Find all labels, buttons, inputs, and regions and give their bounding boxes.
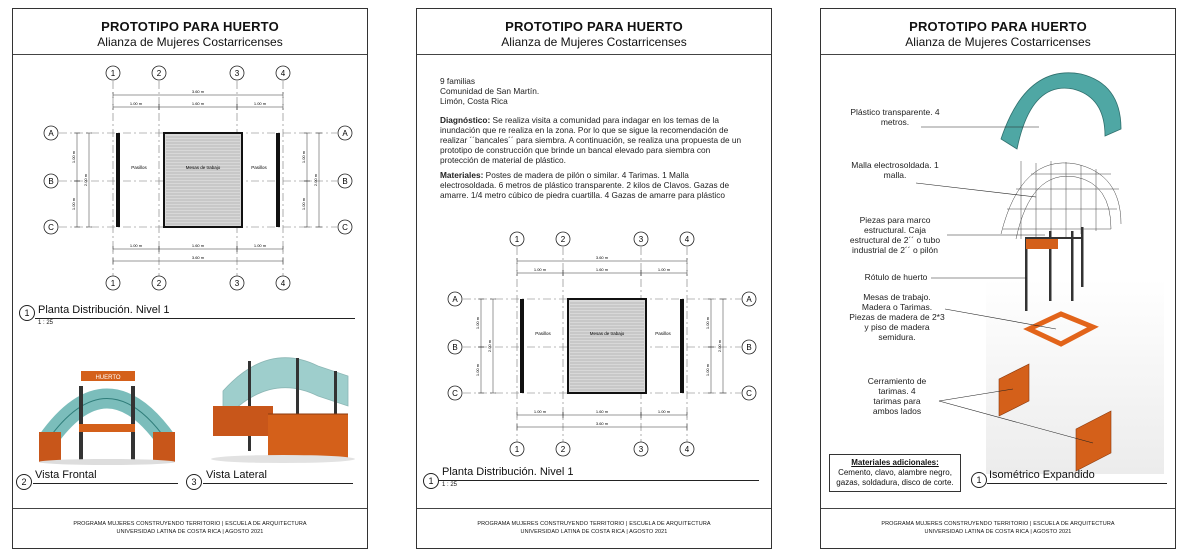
front-view-render (37, 366, 177, 466)
floor-plan-drawing (425, 227, 765, 457)
view-scale: 1 : 25 (38, 320, 54, 326)
grid-bubble-label: 3 (638, 445, 644, 454)
dimension-label: 2.00 m (83, 173, 88, 187)
dimension-label: 1.00 m (129, 243, 143, 248)
dimension-label: 2.00 m (487, 339, 492, 353)
table-label: Mesas de trabajo (185, 165, 221, 170)
view-number-badge: 1 (423, 473, 439, 489)
grid-bubble-label: 3 (638, 235, 644, 244)
view-number-badge: 3 (186, 474, 202, 490)
grid-bubble-label: 1 (514, 235, 520, 244)
caption-rule (439, 480, 759, 481)
aisle-label: Pasillos (131, 165, 147, 170)
grid-bubble-label: A (452, 295, 458, 304)
view-title: Vista Frontal (35, 469, 97, 481)
grid-bubble-label: 3 (234, 279, 240, 288)
additional-materials-title: Materiales adicionales: (851, 458, 939, 467)
grid-bubble-label: 1 (110, 69, 116, 78)
grid-bubble-label: A (342, 129, 348, 138)
wall-panel-right (1076, 411, 1111, 471)
dimension-label: 1.00 m (705, 316, 710, 330)
aisle-label: Pasillos (251, 165, 267, 170)
grid-bubble-label: 2 (560, 445, 566, 454)
view-title: Vista Lateral (206, 469, 267, 481)
plastic-cover (1001, 73, 1121, 149)
grid-bubble-label: 2 (156, 69, 162, 78)
callout-frame-pieces: Piezas para marco estructural. Caja estructural de 2´´ o tubo industrial de 2´´ o pilón (849, 215, 941, 255)
footer-line-2: UNIVERSIDAD LATINA DE COSTA RICA | AGOSTO 2021 (116, 529, 264, 535)
diagnostic-label: Diagnóstico: (440, 115, 491, 125)
view-number-badge: 1 (19, 305, 35, 321)
dimension-label: 1.00 m (475, 316, 480, 330)
wall-right (276, 133, 280, 227)
sign-board (1026, 239, 1058, 249)
grid-bubble-label: 4 (280, 69, 286, 78)
sheet-subtitle: Alianza de Mujeres Costarricenses (501, 35, 687, 49)
grid-bubble-label: C (746, 389, 752, 398)
diagnostic-text: protección de material de plástico. (440, 155, 566, 165)
location-line: Comunidad de San Martín. (440, 86, 540, 96)
grid-bubble-label: B (746, 343, 752, 352)
dimension-label: 1.00 m (657, 267, 671, 272)
dimension-label: 1.00 m (705, 363, 710, 377)
sheet-3 (820, 8, 1176, 549)
sheet-title: PROTOTIPO PARA HUERTO (505, 19, 683, 34)
materials-text: amarre. 1/4 metro cúbico de piedra cuartilla. 4 Gazas de amarre para plástico (440, 190, 725, 200)
side-view-render (208, 346, 358, 466)
grid-bubble-label: C (48, 223, 54, 232)
dimension-label: 1.00 m (71, 197, 76, 211)
dimension-label: 3.60 m (595, 255, 609, 260)
diagnostic-text: prototipo de construcción que brinde un bancal elevado para siembra con (440, 145, 711, 155)
dimension-label: 1.00 m (533, 267, 547, 272)
grid-bubble-label: A (746, 295, 752, 304)
title-rule (13, 54, 367, 55)
sign-text: HUERTO (95, 375, 121, 381)
grid-bubble-label: 2 (156, 279, 162, 288)
additional-materials-line: gazas, soldadura, disco de corte. (836, 478, 954, 487)
callout-tables: Mesas de trabajo. Madera o Tarimas. Piezas de madera de 2*3 y piso de madera semidura. (849, 292, 945, 342)
dimension-label: 1.00 m (533, 409, 547, 414)
dimension-label: 3.60 m (191, 89, 205, 94)
materials-text: electrosoldada. 6 metros de plástico transparente. 2 kilos de Clavos. Gazas de (440, 180, 730, 190)
dimension-label: 1.00 m (253, 243, 267, 248)
materials-paragraph (440, 170, 770, 200)
wall-right (680, 299, 684, 393)
footer-line-1: PROGRAMA MUJERES CONSTRUYENDO TERRITORIO | ESCUELA DE ARQUITECTURA (477, 521, 711, 527)
work-table (568, 299, 646, 393)
sheet-title: PROTOTIPO PARA HUERTO (101, 19, 279, 34)
dimension-label: 2.00 m (313, 173, 318, 187)
dimension-label: 1.00 m (475, 363, 480, 377)
floor-plan-drawing (21, 61, 361, 291)
grid-bubble-label: A (48, 129, 54, 138)
dimension-label: 1.00 m (253, 101, 267, 106)
dimension-label: 3.60 m (191, 255, 205, 260)
footer-line-2: UNIVERSIDAD LATINA DE COSTA RICA | AGOSTO 2021 (520, 529, 668, 535)
view-number-badge: 1 (971, 472, 987, 488)
dimension-label: 1.00 m (301, 150, 306, 164)
sheet-subtitle: Alianza de Mujeres Costarricenses (905, 35, 1091, 49)
footer-line-1: PROGRAMA MUJERES CONSTRUYENDO TERRITORIO | ESCUELA DE ARQUITECTURA (881, 521, 1115, 527)
wall-left (520, 299, 524, 393)
caption-rule (33, 483, 178, 484)
dimension-label: 1.60 m (595, 267, 609, 272)
materials-label: Materiales: (440, 170, 484, 180)
dimension-label: 3.60 m (595, 421, 609, 426)
callout-enclosure: Cerramiento de tarimas. 4 tarimas para ambos lados (867, 376, 927, 416)
view-title: Planta Distribución. Nivel 1 (442, 466, 574, 478)
grid-bubble-label: 4 (684, 235, 690, 244)
sheet-subtitle: Alianza de Mujeres Costarricenses (97, 35, 283, 49)
grid-bubble-label: B (342, 177, 348, 186)
view-scale: 1 : 25 (442, 482, 458, 488)
title-rule (821, 54, 1175, 55)
location-line: Limón, Costa Rica (440, 96, 508, 106)
wall-left (116, 133, 120, 227)
sheet-1 (12, 8, 368, 549)
grid-bubble-label: 4 (280, 279, 286, 288)
view-title: Planta Distribución. Nivel 1 (38, 304, 170, 316)
dimension-label: 1.60 m (595, 409, 609, 414)
callout-sign: Rótulo de huerto (864, 272, 928, 282)
diagnostic-text: Se realiza visita a comunidad para indagar en los temas de la (490, 115, 720, 125)
title-rule (417, 54, 771, 55)
diagnostic-paragraph (440, 115, 770, 165)
grid-bubble-label: 3 (234, 69, 240, 78)
wall-panel-left (999, 364, 1029, 416)
location-line: 9 familias (440, 76, 476, 86)
view-number-badge: 2 (16, 474, 32, 490)
dimension-label: 1.00 m (129, 101, 143, 106)
mesh-arch (1001, 161, 1121, 239)
grid-bubble-label: 2 (560, 235, 566, 244)
footer-rule (821, 508, 1175, 509)
caption-rule (35, 318, 355, 319)
footer-rule (417, 508, 771, 509)
footer-line-2: UNIVERSIDAD LATINA DE COSTA RICA | AGOSTO 2021 (924, 529, 1072, 535)
dimension-label: 1.60 m (191, 101, 205, 106)
sheet-2 (416, 8, 772, 549)
additional-materials-box (829, 454, 961, 492)
view-title: Isométrico Expandido (989, 469, 1095, 481)
dimension-label: 1.00 m (301, 197, 306, 211)
dimension-label: 2.00 m (717, 339, 722, 353)
additional-materials-line: Cemento, clavo, alambre negro, (838, 468, 952, 477)
diagnostic-text: inundación que re realiza en la zona. Por lo que se sigue la recomendación de (440, 125, 729, 135)
grid-bubble-label: B (452, 343, 458, 352)
sheet-title: PROTOTIPO PARA HUERTO (909, 19, 1087, 34)
grid-bubble-label: C (342, 223, 348, 232)
table-label: Mesas de trabajo (589, 331, 625, 336)
grid-bubble-label: 1 (514, 445, 520, 454)
caption-rule (987, 483, 1167, 484)
dimension-label: 1.00 m (657, 409, 671, 414)
grid-bubble-label: B (48, 177, 54, 186)
footer-line-1: PROGRAMA MUJERES CONSTRUYENDO TERRITORIO | ESCUELA DE ARQUITECTURA (73, 521, 307, 527)
grid-bubble-label: 4 (684, 445, 690, 454)
footer-rule (13, 508, 367, 509)
caption-rule (203, 483, 353, 484)
grid-bubble-label: C (452, 389, 458, 398)
aisle-label: Pasillos (535, 331, 551, 336)
callout-mesh: Malla electrosoldada. 1 malla. (851, 160, 939, 180)
dimension-label: 1.60 m (191, 243, 205, 248)
diagnostic-text: realizar ´´bancales´´ para siembra. A continuación, se realiza una propuesta de un (440, 135, 742, 145)
materials-text: Postes de madera de pilón o similar. 4 Tarimas. 1 Malla (483, 170, 689, 180)
grid-bubble-label: 1 (110, 279, 116, 288)
work-table-frame (1029, 314, 1093, 344)
callout-plastic: Plástico transparente. 4 metros. (850, 107, 940, 127)
dimension-label: 1.00 m (71, 150, 76, 164)
location-block (440, 76, 760, 106)
work-table (164, 133, 242, 227)
aisle-label: Pasillos (655, 331, 671, 336)
